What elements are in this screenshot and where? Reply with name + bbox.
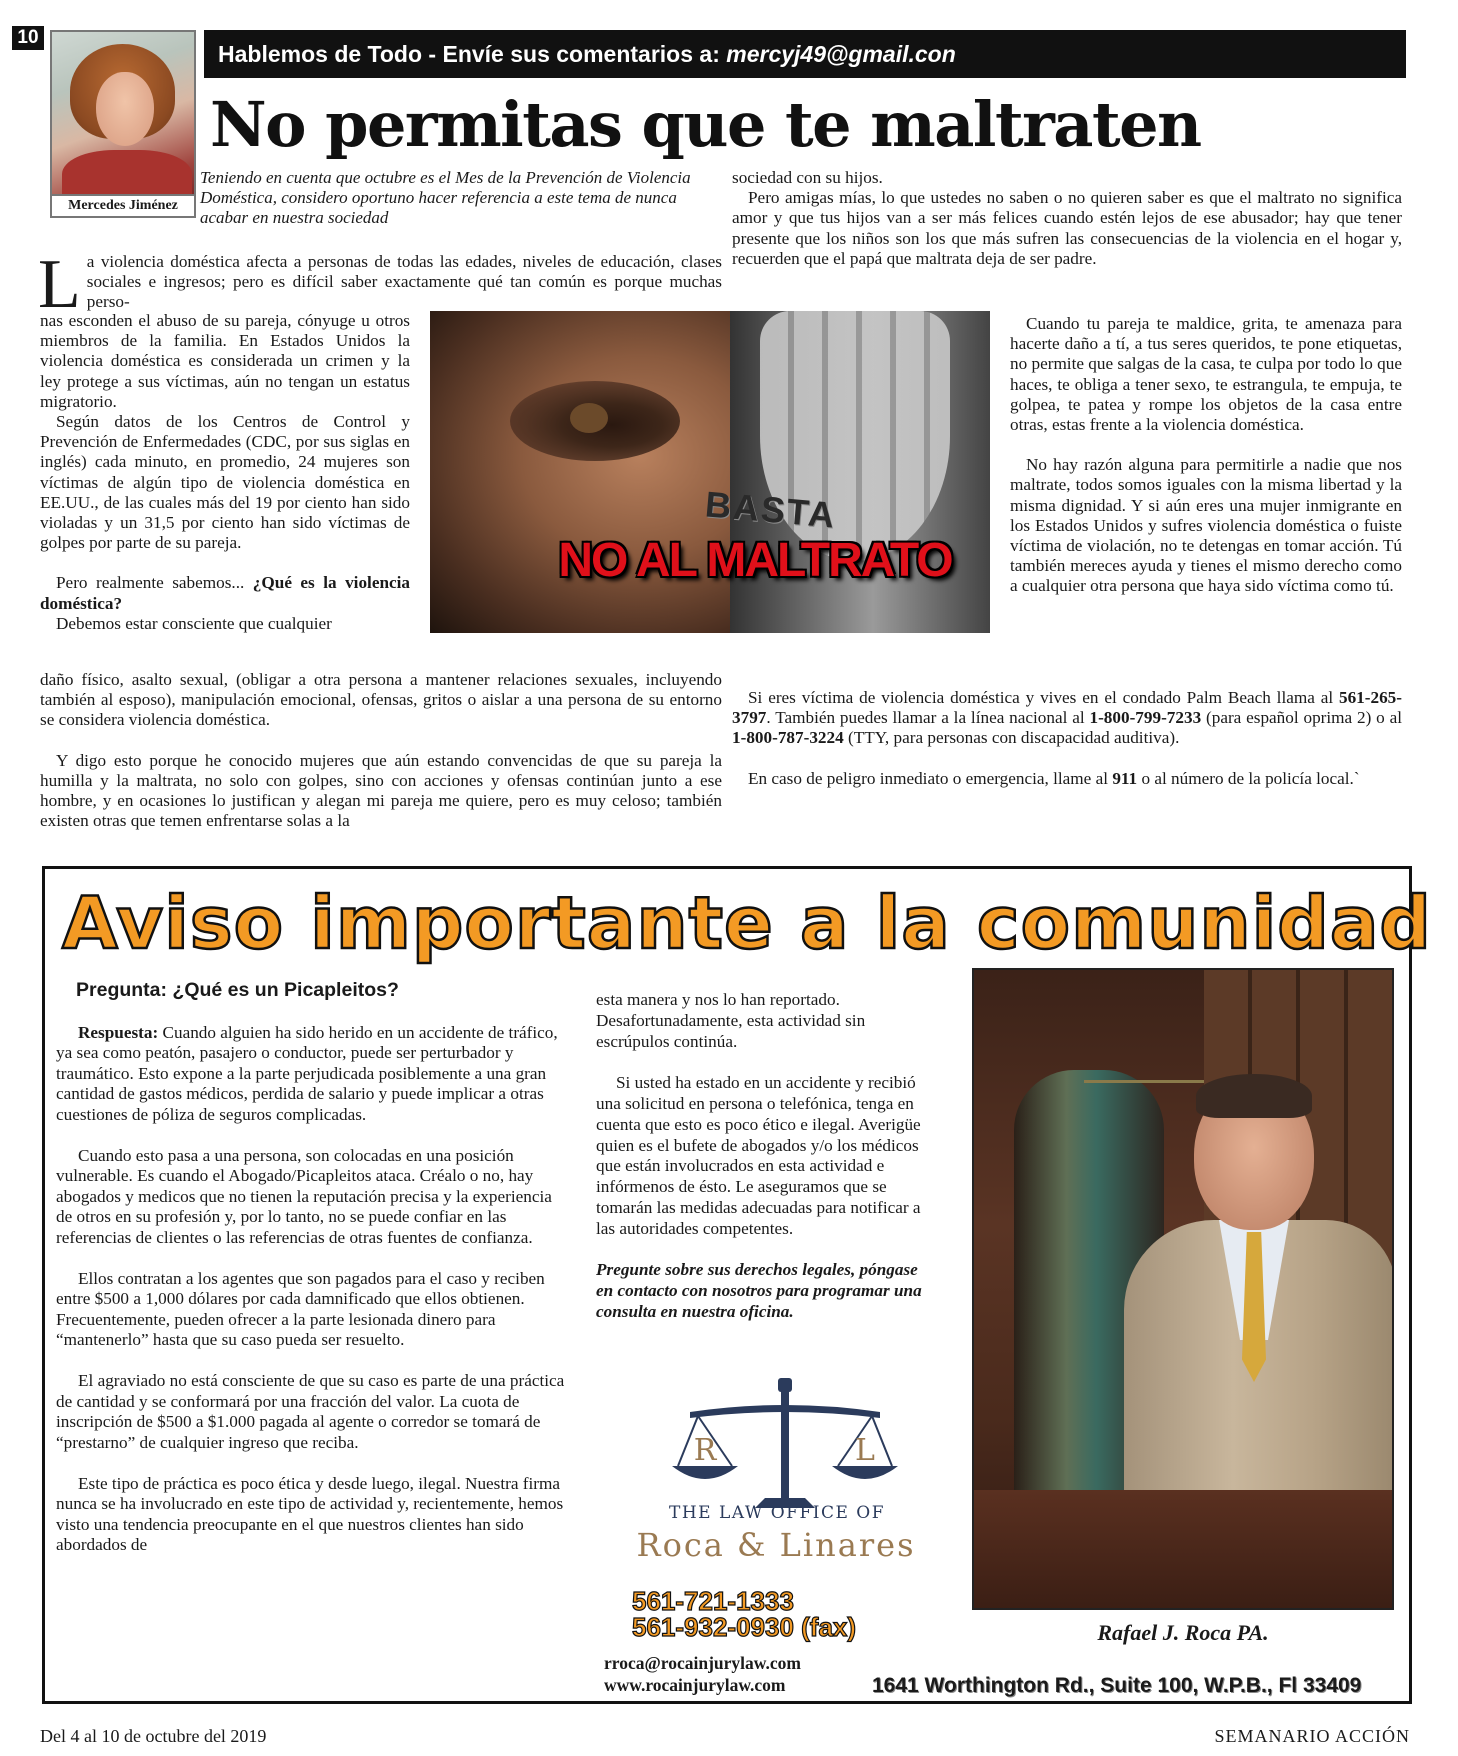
ad-answer-1-text: Cuando alguien ha sido herido en un accidente de tráfico, ya sea como peatón, pasajero o conductor, puede ser perturbador y traumático. Esto expone a la parte perjudicada posiblemente a una gran cantidad de gastos médicos, perdida de salario y puede implicar a otras cuestiones de póliza de seguros complicadas. xyxy=(56,1022,558,1124)
hotline-tty: 1-800-787-3224 xyxy=(732,728,844,748)
article-intro xyxy=(38,246,722,323)
article-r3: Cuando tu pareja te maldice, grita, te amenaza para hacerte daño a tí, a tus seres queridos, te pone etiquetas, no permite que salgas de la casa, te culpa por todo lo que haces, te obliga a tener sexo, te estrangula, te empuja, te golpea, te patea y rompe los objetos de la casa entre otras, estas frente a la violencia doméstica. xyxy=(1010,314,1402,435)
ad-answer-7: Si usted ha estado en un accidente y recibió una solicitud en persona o telefónica, tenga en cuenta que esto es poco ético e ilegal. Averigüe quien es el bufete de abogados y/o los médicos que están involucrados en esta actividad e infórmenos de ésto. Le aseguramos que se tomarán las medidas adecuadas para notificar a las autoridades competentes. xyxy=(596,1073,921,1238)
firm-name: Roca & Linares xyxy=(636,1526,916,1564)
ad-column-2 xyxy=(596,990,926,1344)
logo-letter-r: R xyxy=(693,1433,717,1468)
article-p4-lead: Debemos estar consciente que cualquier xyxy=(56,613,332,633)
column-banner xyxy=(204,30,1406,78)
law-scale-logo xyxy=(660,1370,910,1520)
lede: Teniendo en cuenta que octubre es el Mes de la Prevención de Violencia Doméstica, considero oportuno hacer referencia a este tema de nunca acabar en nuestra sociedad xyxy=(200,168,691,227)
ad-website[interactable]: www.rocainjurylaw.com xyxy=(604,1675,786,1695)
article-p2: Según datos de los Centros de Control y Prevención de Enfermedades (CDC, por sus siglas en inglés) cada minuto, en promedio, 24 mujeres son víctimas de algún tipo de violencia doméstica en EE.UU., de las cuales más del 19 por ciento han sido violadas y un 31,5 por ciento han sido víctimas de golpes por parte de su pareja. xyxy=(40,412,410,553)
author-photo xyxy=(50,30,196,196)
firm-label: THE LAW OFFICE OF xyxy=(668,1503,886,1523)
article-r1: sociedad con su hijos. xyxy=(732,168,883,187)
page-number: 10 xyxy=(12,26,44,50)
ad-column-1 xyxy=(56,980,566,1576)
article-left-bottom xyxy=(40,670,722,831)
article-right-bottom xyxy=(732,688,1402,789)
ad-email[interactable]: rroca@rocainjurylaw.com xyxy=(604,1653,801,1673)
article-right-column xyxy=(1010,314,1402,597)
ad-title: Aviso importante a la comunidad xyxy=(62,881,1432,965)
hotline-national: 1-800-799-7233 xyxy=(1089,708,1202,728)
footer-date: Del 4 al 10 de octubre del 2019 xyxy=(40,1726,267,1746)
article-right-top xyxy=(732,168,1402,269)
article-p3-question: ¿Qué es la violencia doméstica? xyxy=(40,573,411,613)
lawyer-caption: Rafael J. Roca PA. xyxy=(1097,1620,1269,1645)
ad-answer-3: Ellos contratan a los agentes que son pagados para el caso y reciben entre $500 a 1,000 dólares por cada damnificado que ellos obtienen. Frecuentemente, pueden ofrecer a la parte lesionada dinero para “mantenerlo” hasta que su caso pueda ser resuelto. xyxy=(56,1268,545,1349)
headline: No permitas que te maltraten xyxy=(210,88,1201,161)
emergency-number: 911 xyxy=(1112,768,1138,788)
column-email: mercyj49@gmail.con xyxy=(726,41,956,67)
footer-publication: SEMANARIO ACCIÓN xyxy=(1214,1726,1410,1746)
logo-letter-l: L xyxy=(855,1433,875,1468)
article-p4-rest: daño físico, asalto sexual, (obligar a otra persona a mantener relaciones sexuales, incluyendo también al esposo), manipulación emocional, ofensas, gritos o aislar a una persona de su entorno se considera violencia doméstica. xyxy=(40,670,722,730)
ad-answer-5: Este tipo de práctica es poco ética y desde luego, ilegal. Nuestra firma nunca se ha involucrado en este tipo de actividad y, recientemente, hemos visto una tendencia preocupante en el que nuestros clientes han sido abordados de xyxy=(56,1473,564,1554)
r5-text-d: (TTY, para personas con discapacidad auditiva). xyxy=(843,728,1180,748)
ad-fax: 561-932-0930 (fax) xyxy=(632,1612,857,1642)
hero-basta-text: BASTA xyxy=(703,483,838,536)
article-r4: No hay razón alguna para permitirle a nadie que nos maltrate, todos somos iguales con la misma libertad y la misma dignidad. Y si aún eres una mujer inmigrante en los Estados Unidos y sufres violencia doméstica o fuiste víctima de violación, no te detengas en tomar acción. Tú también mereces ayuda y tienes el mismo derecho como a cualquier otra persona que haya sido víctima como tú. xyxy=(1010,455,1402,596)
ad-answer-2: Cuando esto pasa a una persona, son colocadas en una posición vulnerable. Es cuando el Abogado/Picapleitos ataca. Créalo o no, hay abogados y medicos que no tienen la reputación precisa y la experiencia de otros en su profesión y, por lo tanto, no se puede confiar en las referencias de clientes o las referencias de otras fuentes de confianza. xyxy=(56,1145,552,1247)
ad-address: 1641 Worthington Rd., Suite 100, W.P.B., Fl 33409 xyxy=(872,1674,1362,1697)
r5-text-c: (para español oprima 2) o al xyxy=(1201,708,1402,728)
ad-answer-6: esta manera y nos lo han reportado. Desafortunadamente, esta actividad sin escrúpulos continúa. xyxy=(596,990,866,1051)
ad-answer-1 xyxy=(56,1023,566,1126)
author-name: Mercedes Jiménez xyxy=(50,196,196,218)
column-banner-text: Hablemos de Todo - Envíe sus comentarios a: xyxy=(218,41,727,67)
article-r6 xyxy=(732,769,1402,789)
hero-slogan: NO AL MALTRATO xyxy=(558,534,952,587)
article-r5 xyxy=(732,688,1402,749)
article-p3-text: Pero realmente sabemos... xyxy=(56,573,253,593)
article-left-column xyxy=(40,311,410,634)
article-p3 xyxy=(40,573,410,613)
r5-text-b: . También puedes llamar a la línea nacional al xyxy=(766,708,1090,728)
ad-phone: 561-721-1333 xyxy=(632,1586,794,1616)
article-p1-lead: a violencia doméstica afecta a personas de todas las edades, niveles de educación, clases sociales e ingresos; pero es difícil saber exactamente qué tan común es porque muchas perso- xyxy=(86,252,722,312)
article-p5: Y digo esto porque he conocido mujeres que aún estando convencidas de que su pareja la humilla y la maltrata, no solo con golpes, sino con acciones y ofensas continúan junto a ese hombre, y en ocasiones lo justifican y alegan mi pareja me quiere, pero es muy celoso; también existen otras que temen enfrentarse solas a la xyxy=(40,750,722,831)
ad-call-to-action: Pregunte sobre sus derechos legales, póngase en contacto con nosotros para programar una consulta en nuestra oficina. xyxy=(596,1260,922,1321)
r6-text-a: En caso de peligro inmediato o emergencia, llame al xyxy=(748,768,1113,788)
article-r2: Pero amigas mías, lo que ustedes no saben o no quieren saber es que el maltrato no significa amor y que tus hijos van a ser más felices cuando estén lejos de ese abusador; hay que tener presente que los niños son los que más sufren las consecuencias de la violencia en el hogar y, recuerden que el papá que maltrata deja de ser padre. xyxy=(732,188,1402,268)
article-p1-rest: nas esconden el abuso de su pareja, cónyuge u otros miembros de la familia. En Estados Unidos la violencia doméstica es considerada un crimen y la ley protege a sus víctimas, aún no tengan un estatus migratorio. xyxy=(40,311,410,411)
lawyer-photo xyxy=(972,968,1394,1610)
hotline-local: 561-265-3797 xyxy=(732,688,1402,728)
drop-cap: L xyxy=(38,246,81,323)
ad-question: Pregunta: ¿Qué es un Picapleitos? xyxy=(76,979,399,1001)
hero-image xyxy=(430,311,990,633)
ad-answer-4: El agraviado no está consciente de que su caso es parte de una práctica de cantidad y se conformará por una fracción del valor. La cuota de inscripción de $500 a $1.000 pagada al agente o corredor se tomará de “prestarno” de cualquier ingreso que reciba. xyxy=(56,1371,565,1452)
r6-text-b: o al número de la policía local.` xyxy=(1137,768,1360,788)
r5-text-a: Si eres víctima de violencia doméstica y vives en el condado Palm Beach llama al xyxy=(748,688,1339,707)
ad-answer-label: Respuesta: xyxy=(78,1022,159,1042)
